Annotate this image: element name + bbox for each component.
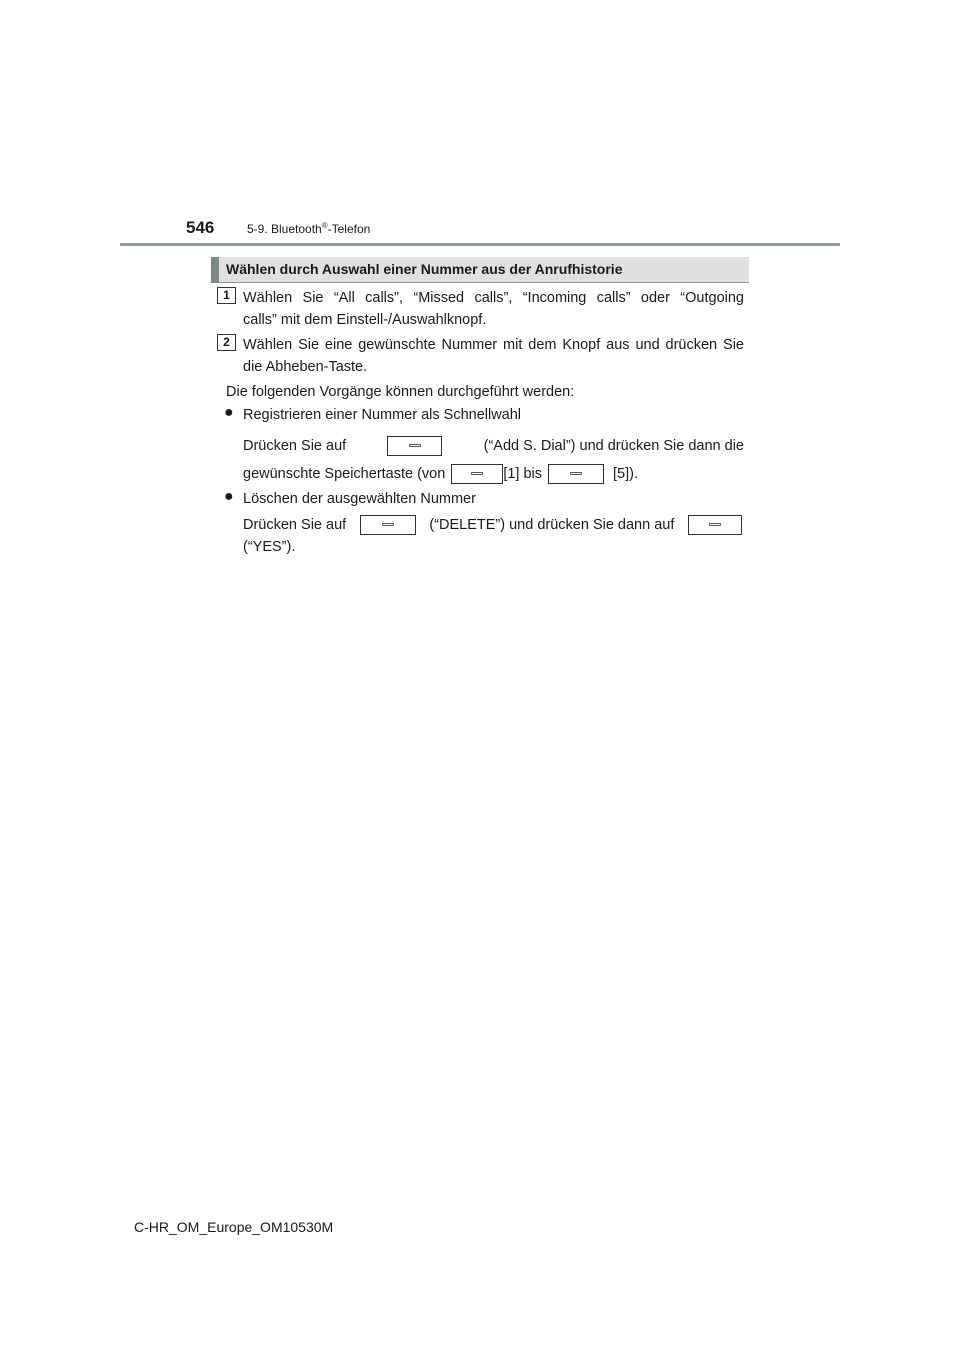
- bullet-1-text-c: gewünschte Speichertaste (von: [243, 466, 446, 482]
- chapter-title: [247, 221, 370, 236]
- step-1-line-1: Wählen Sie “All calls”, “Missed calls”, “Incoming calls” oder “Outgoing: [243, 290, 744, 306]
- bullet-1-line-2: [243, 463, 638, 485]
- header-rule: [120, 243, 840, 246]
- bullet-2-title: Löschen der ausgewählten Nummer: [243, 491, 476, 507]
- bullet-2-line-2: (“YES”).: [243, 539, 296, 555]
- bullet-1-title: Registrieren einer Nummer als Schnellwahl: [243, 407, 522, 423]
- intro-text: Die folgenden Vorgänge können durchgeführt werden:: [226, 384, 575, 400]
- section-title: Wählen durch Auswahl einer Nummer aus der Anrufhistorie: [226, 261, 623, 277]
- add-s-dial-button[interactable]: [387, 436, 442, 456]
- bullet-2-text-a: Drücken Sie auf: [243, 517, 347, 533]
- bullet-1-text-a: Drücken Sie auf: [243, 438, 347, 454]
- bullet-icon: ●: [224, 488, 234, 505]
- page-number: 546: [186, 218, 215, 237]
- step-2-line-2: die Abheben-Taste.: [243, 359, 368, 375]
- speed-dial-1-button[interactable]: [451, 464, 503, 484]
- bullet-icon: ●: [224, 404, 234, 421]
- step-number-1: 1: [217, 287, 236, 304]
- bullet-1-text-e: [5]).: [613, 466, 638, 482]
- registered-mark: ®: [321, 221, 328, 230]
- document-id: C-HR_OM_Europe_OM10530M: [134, 1219, 334, 1235]
- speed-dial-5-button[interactable]: [548, 464, 604, 484]
- delete-button[interactable]: [360, 515, 416, 535]
- bullet-2-text-b: (“DELETE”) und drücken Sie dann auf: [429, 517, 675, 533]
- step-number-2: 2: [217, 334, 236, 351]
- step-2-line-1: Wählen Sie eine gewünschte Nummer mit dem Knopf aus und drücken Sie: [243, 337, 744, 353]
- bullet-1-text-d: [1] bis: [503, 466, 543, 482]
- bullet-1-line-1: [243, 435, 744, 457]
- section-heading: [211, 257, 749, 283]
- bullet-1-text-b: (“Add S. Dial”) und drücken Sie dann die: [483, 438, 744, 454]
- bullet-2-line-1: [243, 514, 742, 536]
- chapter-prefix: 5-9. Bluetooth: [247, 222, 322, 236]
- step-1-line-2: calls” mit dem Einstell-/Auswahlknopf.: [243, 312, 487, 328]
- chapter-suffix: -Telefon: [327, 222, 371, 236]
- yes-button[interactable]: [688, 515, 742, 535]
